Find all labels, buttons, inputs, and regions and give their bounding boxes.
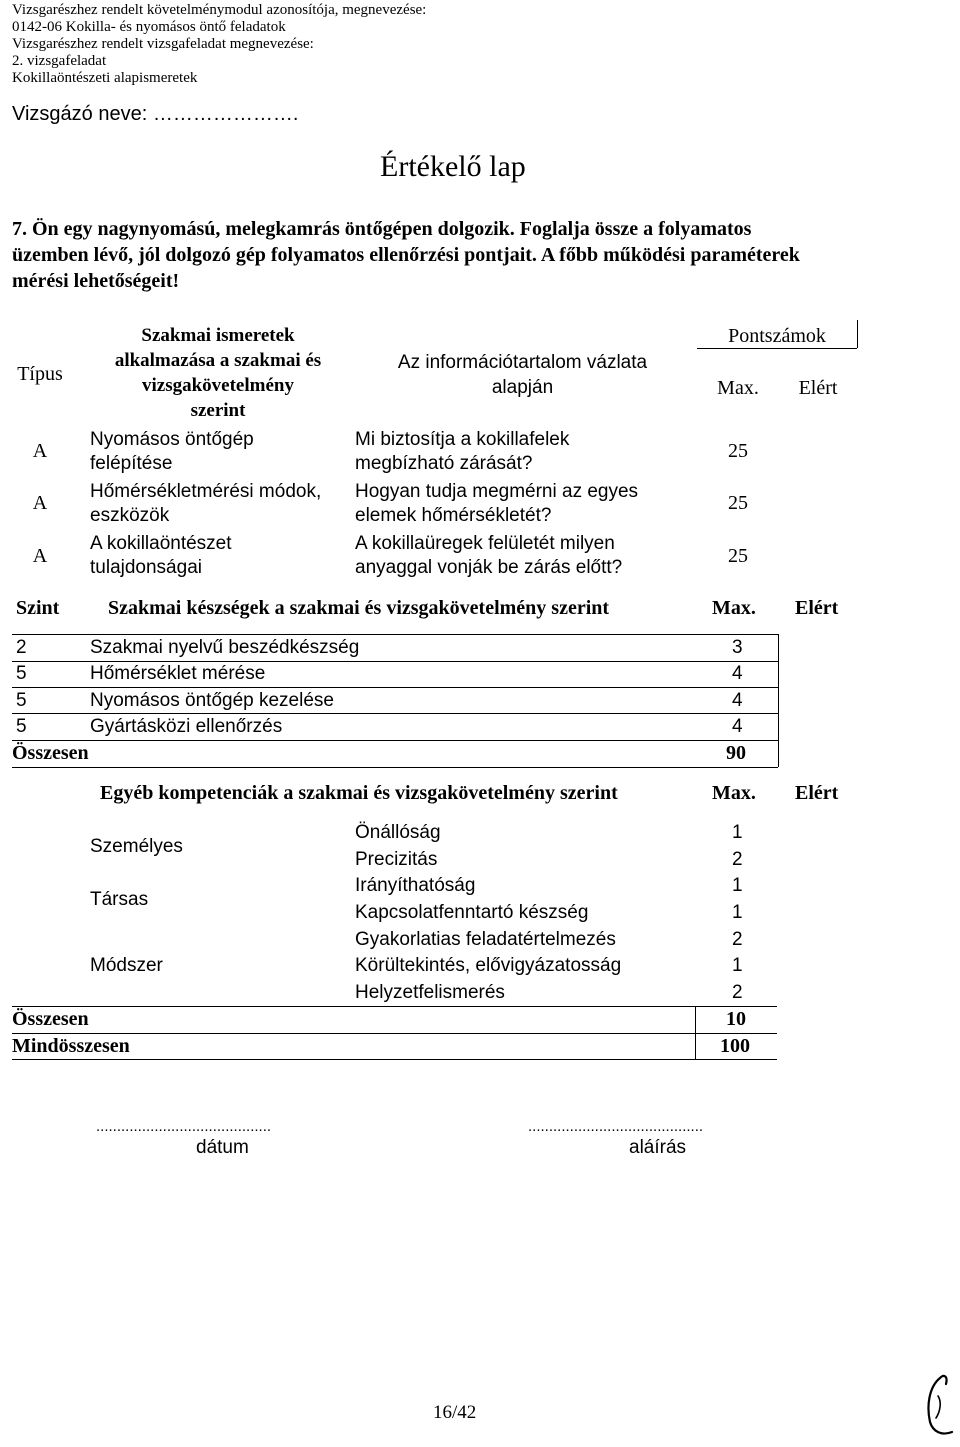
table-rule — [12, 1006, 777, 1007]
skill-level: 2 — [16, 637, 27, 658]
skill-max: 4 — [732, 716, 743, 737]
row-type: A — [32, 545, 48, 567]
competency-name: Körültekintés, elővigyázatosság — [355, 955, 622, 976]
table-rule — [697, 348, 857, 349]
skill-max: 4 — [732, 690, 743, 711]
row-info: Hogyan tudja megmérni az egyes elemek hőmérsékletét? — [355, 481, 639, 526]
group-name: Módszer — [90, 955, 163, 976]
col-header-achieved: Elért — [795, 782, 839, 804]
competency-name: Helyzetfelismerés — [355, 982, 505, 1003]
competency-max: 2 — [732, 849, 743, 870]
total-label: Összesen — [12, 1008, 89, 1030]
col-header-level: Szint — [16, 597, 60, 619]
row-knowledge: Hőmérsékletmérési módok, eszközök — [90, 481, 322, 526]
table-rule — [778, 634, 779, 767]
row-knowledge: Nyomásos öntőgép felépítése — [90, 429, 254, 474]
table-rule — [12, 1059, 777, 1060]
row-type: A — [32, 492, 48, 514]
table-rule — [12, 687, 778, 688]
competency-name: Precizitás — [355, 849, 438, 870]
competency-max: 2 — [732, 982, 743, 1003]
group-name: Személyes — [90, 836, 183, 857]
col-header-info: Az információtartalom vázlata alapján — [397, 352, 648, 398]
skill-level: 5 — [16, 690, 27, 711]
header-line-1: Vizsgarészhez rendelt követelménymodul azonosítója, megnevezése: — [12, 2, 427, 18]
col-header-type: Típus — [17, 363, 63, 385]
col-header-max: Max. — [712, 782, 756, 804]
col-header-achieved: Elért — [795, 597, 839, 619]
page-number: 16/42 — [433, 1402, 477, 1423]
skill-name: Szakmai nyelvű beszédkészség — [90, 637, 360, 658]
table-rule — [695, 1006, 696, 1059]
task-line-3: mérési lehetőségeit! — [12, 270, 180, 292]
col-header-other: Egyéb kompetenciák a szakmai és vizsgakövetelmény szerint — [100, 782, 618, 804]
row-max: 25 — [728, 440, 748, 462]
group-name: Társas — [90, 889, 149, 910]
header-line-3: Vizsgarészhez rendelt vizsgafeladat megnevezése: — [12, 36, 314, 52]
skill-name: Nyomásos öntőgép kezelése — [90, 690, 334, 711]
col-header-achieved: Elért — [798, 377, 838, 399]
header-line-5: Kokillaöntészeti alapismeretek — [12, 70, 198, 86]
competency-name: Kapcsolatfenntartó készség — [355, 902, 589, 923]
candidate-name-label: Vizsgázó neve: …………………. — [12, 103, 299, 125]
col-header-knowledge: Szakmai ismeretek alkalmazása a szakmai és vizsgakövetelmény szerint — [114, 325, 322, 421]
grand-total-max: 100 — [720, 1035, 750, 1057]
skill-name: Hőmérséklet mérése — [90, 663, 266, 684]
skill-level: 5 — [16, 716, 27, 737]
skill-max: 4 — [732, 663, 743, 684]
competency-max: 2 — [732, 929, 743, 950]
signature-label: aláírás — [629, 1137, 687, 1158]
col-header-skills: Szakmai készségek a szakmai és vizsgakövetelmény szerint — [108, 597, 610, 619]
competency-name: Önállóság — [355, 822, 441, 843]
total-label: Összesen — [12, 742, 89, 764]
competency-max: 1 — [732, 902, 743, 923]
table-rule — [12, 767, 778, 768]
task-line-1: 7. Ön egy nagynyomású, melegkamrás öntőgépen dolgozik. Foglalja össze a folyamatos — [12, 218, 752, 240]
row-knowledge: A kokillaöntészet tulajdonságai — [90, 533, 232, 578]
competency-name: Irányíthatóság — [355, 875, 476, 896]
row-info: A kokillaüregek felületét milyen anyaggal vonják be zárás előtt? — [355, 533, 623, 578]
competency-name: Gyakorlatias feladatértelmezés — [355, 929, 616, 950]
header-line-4: 2. vizsgafeladat — [12, 53, 107, 69]
row-type: A — [32, 440, 48, 462]
col-header-max: Max. — [712, 597, 756, 619]
date-dotted-line: .......................................... — [96, 1118, 272, 1135]
row-max: 25 — [728, 492, 748, 514]
table-rule — [12, 634, 778, 635]
competency-max: 1 — [732, 955, 743, 976]
signature-dotted-line: .......................................... — [528, 1118, 704, 1135]
total-max: 10 — [726, 1008, 746, 1030]
table-rule — [12, 713, 778, 714]
skill-level: 5 — [16, 663, 27, 684]
header-line-2: 0142-06 Kokilla- és nyomásos öntő feladatok — [12, 19, 286, 35]
row-info: Mi biztosítja a kokillafelek megbízható zárását? — [355, 429, 570, 474]
competency-max: 1 — [732, 822, 743, 843]
task-line-2: üzemben lévő, jól dolgozó gép folyamatos ellenőrzési pontjait. A főbb működési paraméterek — [12, 244, 800, 266]
competency-max: 1 — [732, 875, 743, 896]
table-rule — [857, 320, 858, 348]
col-header-points: Pontszámok — [728, 325, 826, 347]
col-header-max: Max. — [717, 377, 759, 399]
skill-max: 3 — [732, 637, 743, 658]
table-rule — [12, 661, 778, 662]
grand-total-label: Mindösszesen — [12, 1035, 130, 1057]
total-max: 90 — [726, 742, 746, 764]
table-rule — [12, 1033, 777, 1034]
row-max: 25 — [728, 545, 748, 567]
date-label: dátum — [196, 1137, 249, 1158]
skill-name: Gyártásközi ellenőrzés — [90, 716, 283, 737]
page-title: Értékelő lap — [380, 150, 526, 183]
table-rule — [12, 740, 778, 741]
handwritten-mark-icon — [918, 1372, 958, 1442]
